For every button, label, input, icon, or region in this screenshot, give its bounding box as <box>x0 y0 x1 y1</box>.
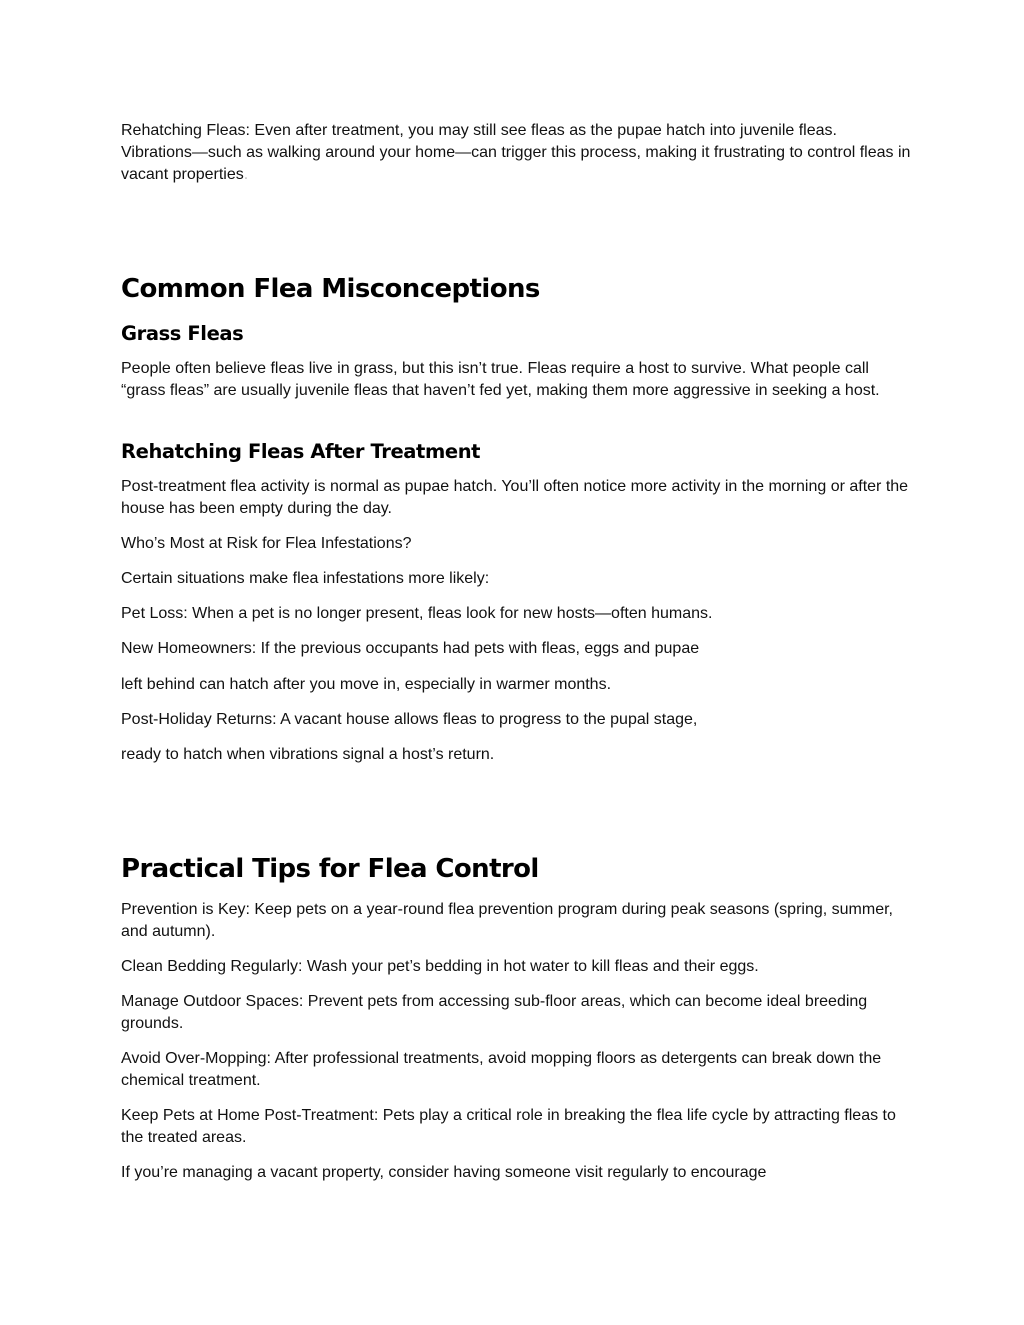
tip-outdoor-spaces: Manage Outdoor Spaces: Prevent pets from accessing sub-floor areas, which can become ideal breeding grounds. <box>121 993 868 1032</box>
new-homeowners-line: New Homeowners: If the previous occupants had pets with fleas, eggs and pupae <box>121 640 700 657</box>
risk-intro-line: Certain situations make flea infestations more likely: <box>121 570 490 587</box>
rehatching-after-treatment-paragraph: Post-treatment flea activity is normal as pupae hatch. You’ll often notice more activity in the morning or after the house has been empty during the day. <box>121 478 909 517</box>
post-holiday-line: Post-Holiday Returns: A vacant house allows fleas to progress to the pupal stage, <box>121 711 698 728</box>
intro-trailing-dot: . <box>243 166 249 183</box>
tip-prevention: Prevention is Key: Keep pets on a year-round flea prevention program during peak seasons (spring, summer, and autumn). <box>121 901 893 940</box>
tip-keep-pets-home: Keep Pets at Home Post-Treatment: Pets play a critical role in breaking the flea life cycle by attracting fleas to the treated areas. <box>121 1107 896 1146</box>
rehatching-after-treatment-heading: Rehatching Fleas After Treatment <box>121 440 481 463</box>
pet-loss-line: Pet Loss: When a pet is no longer present, fleas look for new hosts—often humans. <box>121 605 713 622</box>
tip-avoid-mopping: Avoid Over-Mopping: After professional treatments, avoid mopping floors as detergents can break down the chemical treatment. <box>121 1050 882 1089</box>
misconceptions-heading: Common Flea Misconceptions <box>121 274 540 304</box>
new-homeowners-continued-line: left behind can hatch after you move in, especially in warmer months. <box>121 676 612 693</box>
intro-rehatching-text: Rehatching Fleas: Even after treatment, you may still see fleas as the pupae hatch into juvenile fleas. Vibrations—such as walking around your home—can trigger this process, making it frustrating to control fleas in vacant properties <box>121 122 911 183</box>
grass-fleas-paragraph: People often believe fleas live in grass, but this isn’t true. Fleas require a host to survive. What people call “grass fleas” are usually juvenile fleas that haven’t fed yet, making them more aggressive in seeking a host. <box>121 360 880 399</box>
tip-clean-bedding: Clean Bedding Regularly: Wash your pet’s bedding in hot water to kill fleas and their eggs. <box>121 958 759 975</box>
grass-fleas-heading: Grass Fleas <box>121 322 244 345</box>
risk-question-line: Who’s Most at Risk for Flea Infestations? <box>121 535 412 552</box>
tip-vacant-property: If you’re managing a vacant property, consider having someone visit regularly to encourage <box>121 1164 767 1181</box>
tips-heading: Practical Tips for Flea Control <box>121 854 539 884</box>
post-holiday-continued-line: ready to hatch when vibrations signal a host’s return. <box>121 746 495 763</box>
intro-rehatching-paragraph <box>121 120 911 186</box>
